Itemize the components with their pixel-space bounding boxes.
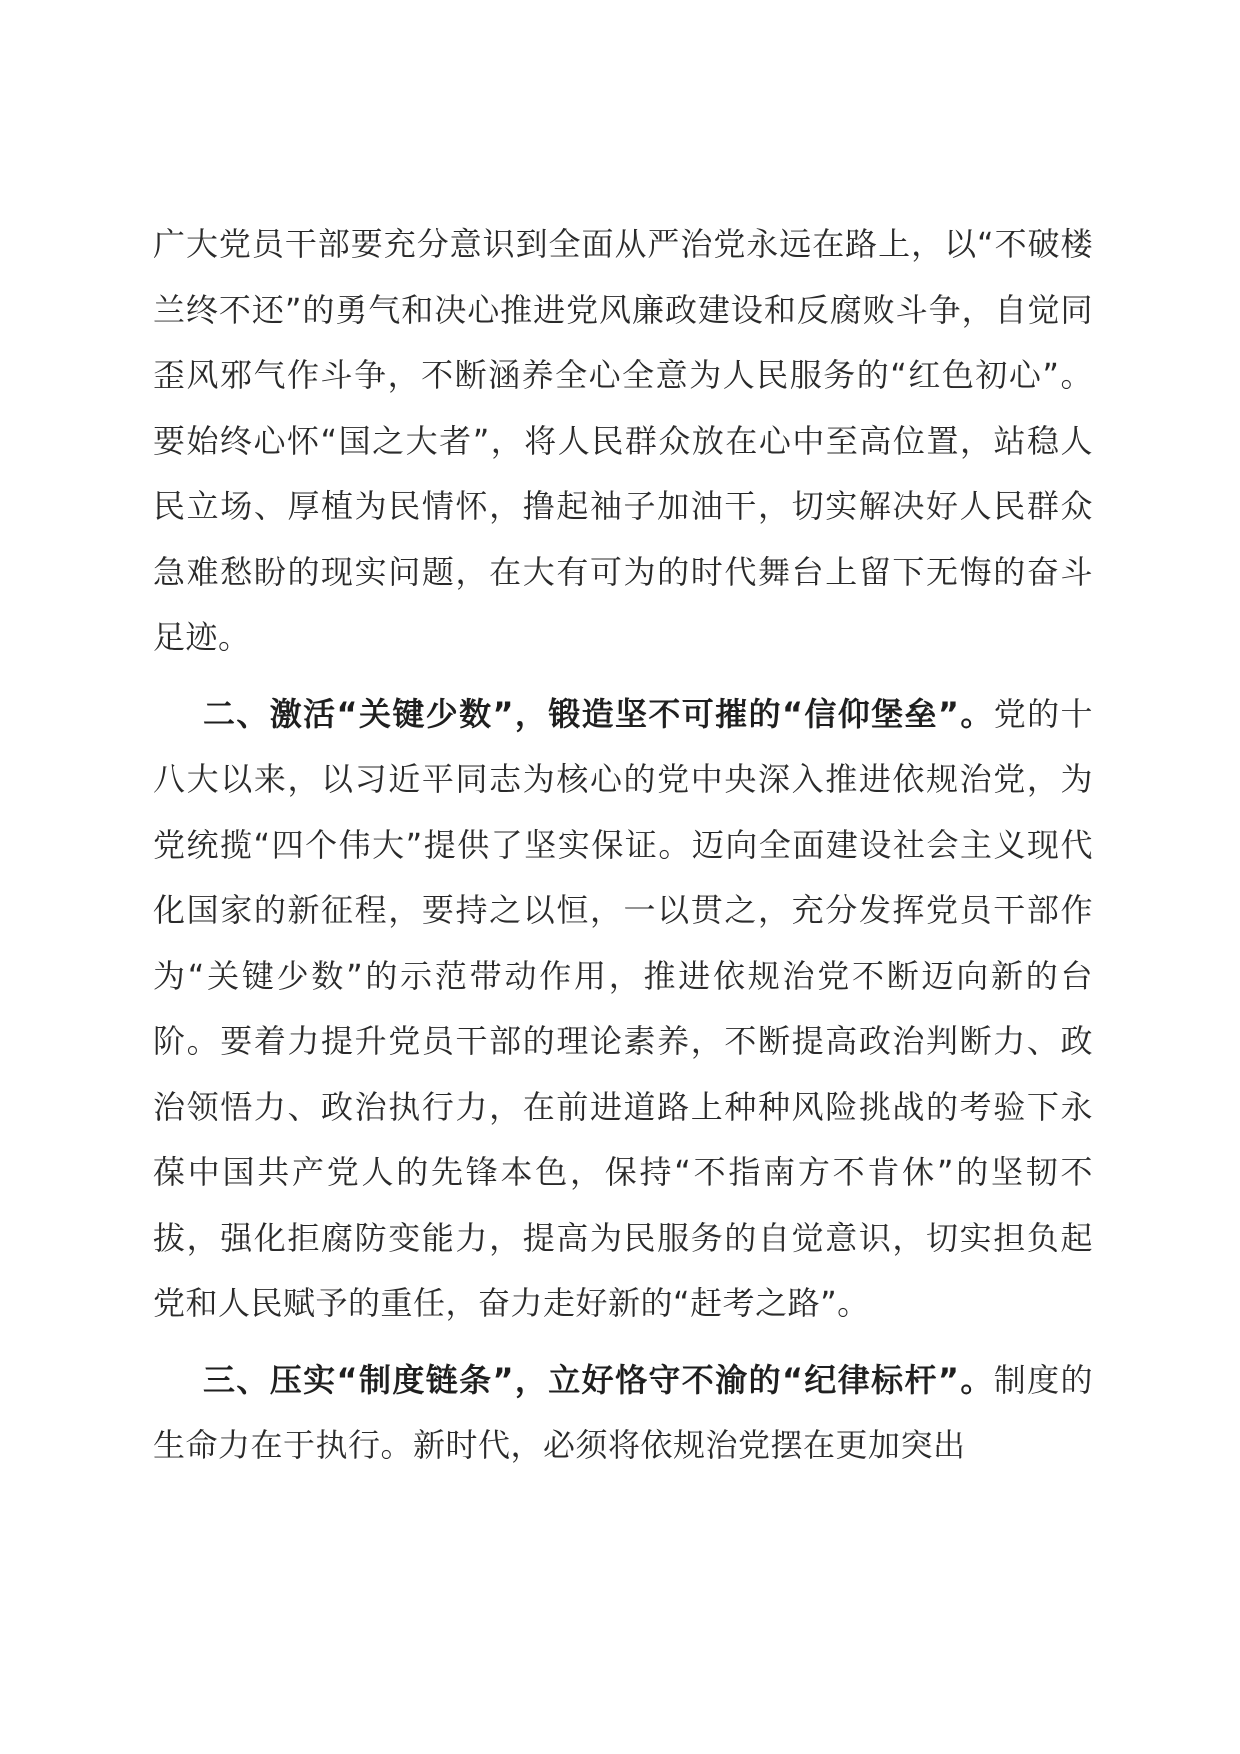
section-heading-3: 三、压实“制度链条”，立好恪守不渝的“纪律标杆”。 [203,1360,994,1399]
paragraph-3-text: 制度的生命力在于执行。新时代，必须将依规治党摆在更加突出 [153,1360,1093,1464]
paragraph-3 [153,1348,1093,1479]
section-heading-2: 二、激活“关键少数”，锻造坚不可摧的“信仰堡垒”。 [203,694,994,733]
paragraph-1-text: 广大党员干部要充分意识到全面从严治党永远在路上，以“不破楼兰终不还”的勇气和决心推进党风廉政建设和反腐败斗争，自觉同歪风邪气作斗争，不断涵养全心全意为人民服务的“红色初心”。要始终心怀“国之大者”，将人民群众放在心中至高位置，站稳人民立场、厚植为民情怀，撸起袖子加油干，切实解决好人民群众急难愁盼的现实问题，在大有可为的时代舞台上留下无悔的奋斗足迹。 [153,225,1093,656]
paragraph-2-text: 党的十八大以来，以习近平同志为核心的党中央深入推进依规治党，为党统揽“四个伟大”提供了坚实保证。迈向全面建设社会主义现代化国家的新征程，要持之以恒，一以贯之，充分发挥党员干部作为“关键少数”的示范带动作用，推进依规治党不断迈向新的台阶。要着力提升党员干部的理论素养，不断提高政治判断力、政治领悟力、政治执行力，在前进道路上种种风险挑战的考验下永葆中国共产党人的先锋本色，保持“不指南方不肯休”的坚韧不拔，强化拒腐防变能力，提高为民服务的自觉意识，切实担负起党和人民赋予的重任，奋力走好新的“赶考之路”。 [153,694,1093,1322]
paragraph-2 [153,682,1093,1337]
paragraph-1 [153,212,1093,671]
document-body [153,212,1093,1490]
